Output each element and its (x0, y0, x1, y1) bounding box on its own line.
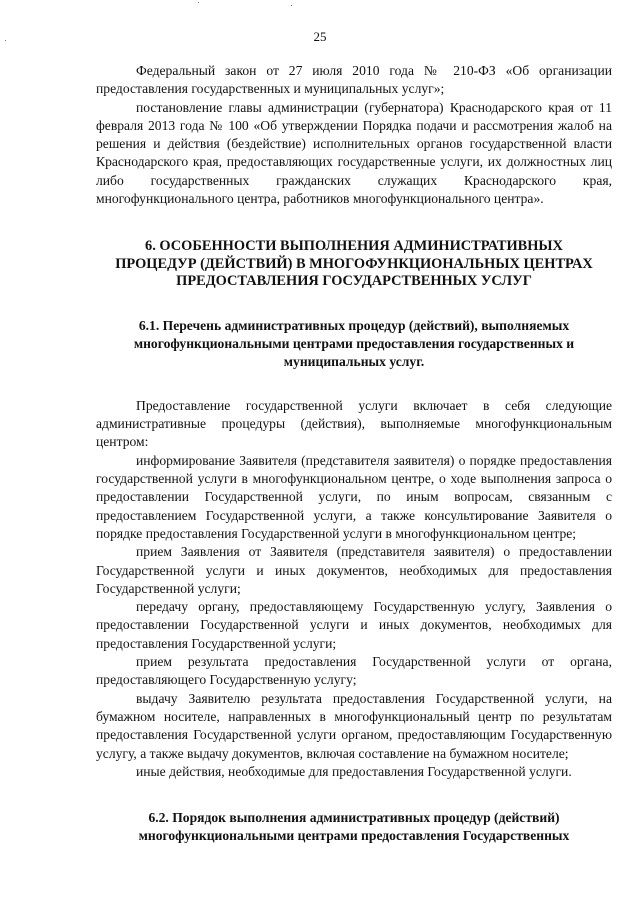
intro-paragraph: постановление главы администрации (губернатора) Краснодарского края от 11 февраля 2013 года № 100 «Об утверждении Порядка подачи и рассмотрения жалоб на решения и действия (бездействие) исполнительных органов государственной власти Краснодарского края, предоставляющих государственные услуги, их должностных лиц либо государственных гражданских служащих Краснодарского края, многофункционального центра, работников многофункционального центра». (96, 99, 612, 207)
subsection-6-2-heading (96, 809, 612, 845)
section-6-heading-line: 6. ОСОБЕННОСТИ ВЫПОЛНЕНИЯ АДМИНИСТРАТИВНЫХ (145, 238, 563, 255)
list-item-paragraph: прием результата предоставления Государственной услуги от органа, предоставляющего Государственную услугу; (96, 654, 612, 688)
body-paragraph: Предоставление государственной услуги включает в себя следующие административные процедуры (действия), выполняемые многофункциональным центром: (96, 397, 612, 450)
subsection-6-1-heading-line: многофункциональными центрами предоставления государственных и (133, 335, 575, 351)
section-6-heading (96, 238, 612, 291)
section-6-heading-line: ПРЕДОСТАВЛЕНИЯ ГОСУДАРСТВЕННЫХ УСЛУГ (176, 273, 532, 290)
subsection-6-1-heading (96, 317, 612, 371)
subsection-6-1-heading-line: 6.1. Перечень административных процедур (действий), выполняемых (138, 317, 570, 333)
scan-artifact (291, 5, 292, 6)
list-item-paragraph: информирование Заявителя (представителя заявителя) о порядке предоставления государственной услуги в многофункциональном центре, о ходе выполнения запроса о предоставлении Государственной услуги, по иным вопросам, связанным с предоставлением Государственной услуги, а также консультирование Заявителя о порядке предоставления Государственной услуги в многофункциональном центре; (96, 452, 612, 541)
list-item-paragraph: иные действия, необходимые для предоставления Государственной услуги. (136, 763, 572, 779)
page-number: 25 (313, 29, 327, 44)
list-item-paragraph: прием Заявления от Заявителя (представителя заявителя) о предоставлении Государственной услуги и иных документов, необходимых для предоставления Государственной услуги; (96, 544, 612, 596)
document-body (96, 62, 612, 845)
subsection-6-2-heading-line: 6.2. Порядок выполнения административных процедур (действий) (148, 810, 560, 826)
list-item-paragraph: выдачу Заявителю результата предоставления Государственной услуги, на бумажном носителе, направленных в многофункциональный центр по результатам предоставления Государственной услуги органом, предоставляющим Государственную услугу, а также выдачу документов, включая составление на бумажном носителе; (96, 690, 612, 761)
section-6-heading-line: ПРОЦЕДУР (ДЕЙСТВИЙ) В МНОГОФУНКЦИОНАЛЬНЫХ ЦЕНТРАХ (115, 255, 593, 272)
subsection-6-2-heading-line: многофункциональными центрами предоставления Государственных (138, 828, 570, 844)
list-item-paragraph: передачу органу, предоставляющему Государственную услугу, Заявления о предоставлении Государственной услуги и иных документов, необходимых для предоставления Государственной услуги; (96, 599, 612, 651)
subsection-6-1-heading-line: муниципальных услуг. (283, 353, 425, 369)
spacer (96, 371, 612, 397)
scan-artifact (198, 2, 199, 3)
intro-paragraph: Федеральный закон от 27 июля 2010 года № 210-ФЗ «Об организации предоставления государственных и муниципальных услуг»; (96, 63, 612, 97)
